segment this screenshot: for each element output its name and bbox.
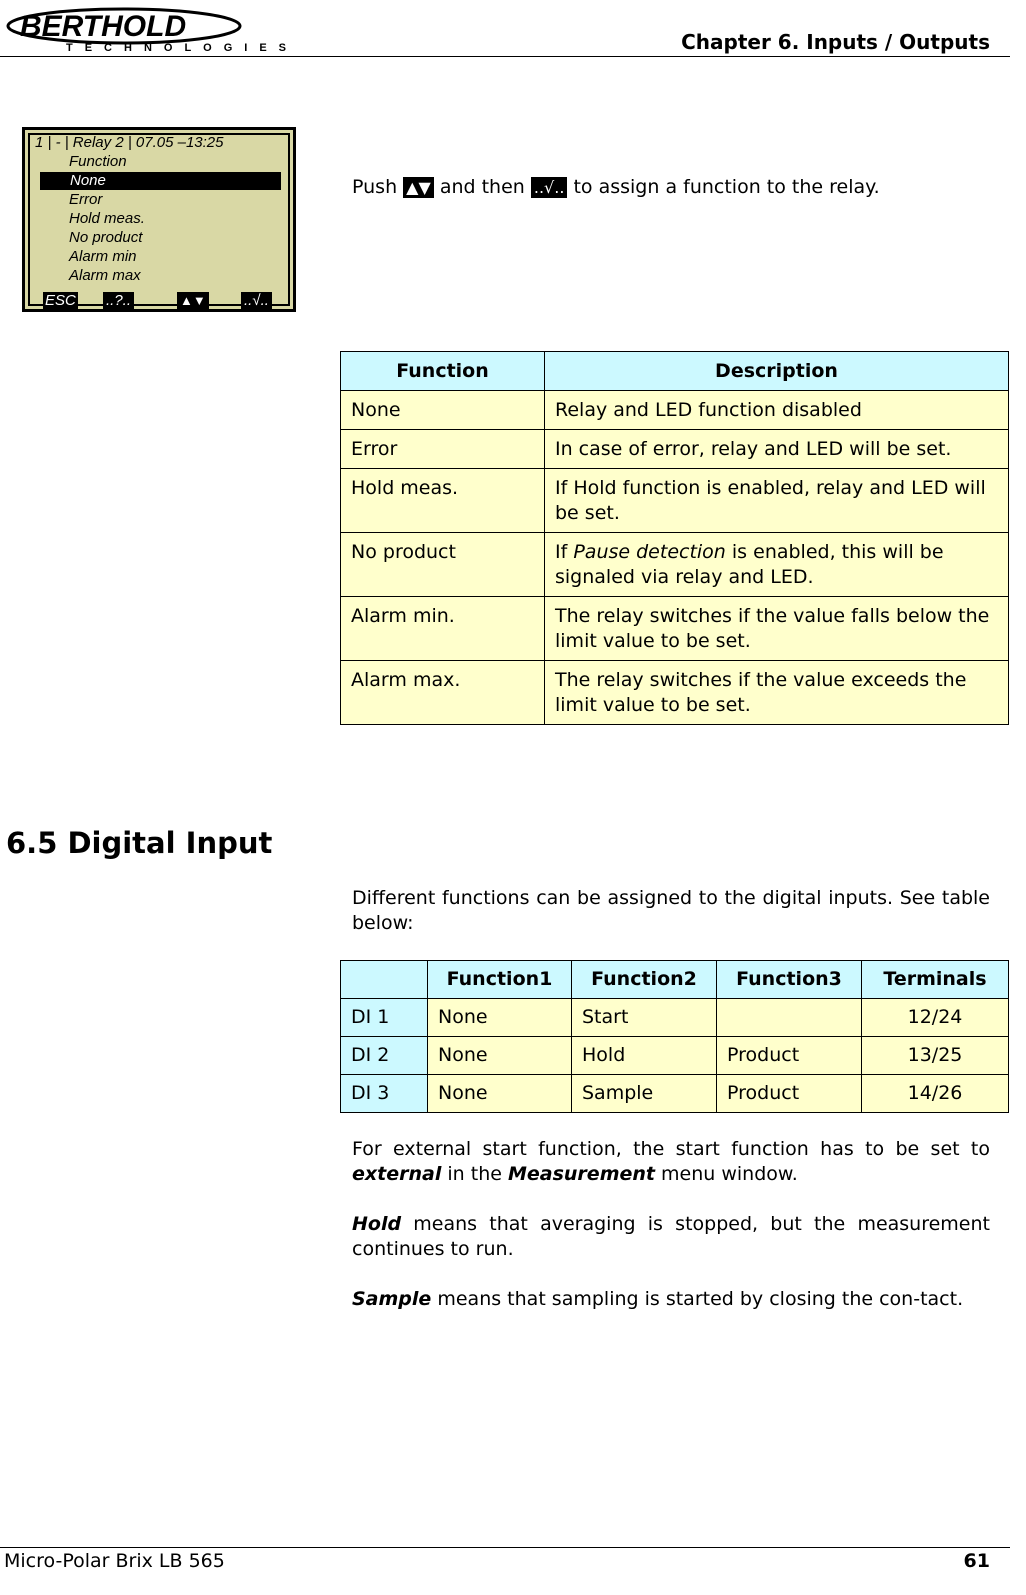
note-emphasis: Sample — [352, 1288, 432, 1310]
table-cell: Sample — [572, 1075, 717, 1113]
note-text: means that sampling is started by closing the con-tact. — [437, 1288, 964, 1310]
table-cell: Hold — [572, 1037, 717, 1075]
lcd-option: No product — [69, 229, 143, 246]
table-cell: In case of error, relay and LED will be set. — [545, 430, 1009, 469]
table-header — [341, 961, 428, 999]
section-intro: Different functions can be assigned to the digital inputs. See table below: — [352, 887, 990, 934]
note-emphasis: Measurement — [507, 1163, 655, 1185]
page-number: 61 — [963, 1550, 990, 1572]
table-cell: DI 1 — [341, 999, 428, 1037]
header-rule — [0, 56, 1010, 57]
table-cell: Hold meas. — [341, 469, 545, 533]
table-cell: 12/24 — [862, 999, 1009, 1037]
table-cell: The relay switches if the value falls below the limit value to be set. — [545, 597, 1009, 661]
lcd-menu-title: Function — [69, 153, 127, 170]
table-cell: None — [428, 1037, 572, 1075]
instruction-text — [352, 176, 880, 198]
table-header: Description — [545, 352, 1009, 391]
note-text: means that averaging is stopped, but the measurement continues to run. — [352, 1213, 990, 1260]
table-cell: No product — [341, 533, 545, 597]
table-row — [341, 533, 1009, 597]
instruction-before: Push — [352, 176, 398, 198]
digital-input-table — [340, 960, 1009, 1113]
table-cell — [717, 999, 862, 1037]
table-row — [341, 597, 1009, 661]
table-row — [341, 430, 1009, 469]
note-text: menu window. — [661, 1163, 798, 1185]
sample-note — [352, 1287, 990, 1312]
table-cell: DI 3 — [341, 1075, 428, 1113]
lcd-softkey-help: ..?.. — [103, 292, 134, 310]
chapter-title: Chapter 6. Inputs / Outputs — [681, 30, 990, 54]
footer-product: Micro-Polar Brix LB 565 — [4, 1550, 225, 1572]
table-cell: None — [428, 1075, 572, 1113]
logo-wordmark: BERTHOLD — [20, 10, 187, 43]
lcd-status-line: 1 | - | Relay 2 | 07.05 –13:25 — [35, 134, 224, 151]
lcd-screen — [22, 127, 296, 312]
desc-post: is enabled, this will be signaled via relay and LED. — [555, 541, 944, 588]
lcd-softkey-updown: ▲▼ — [177, 292, 209, 310]
table-cell: Product — [717, 1075, 862, 1113]
table-row — [341, 469, 1009, 533]
lcd-option-selected: None — [40, 172, 281, 190]
table-cell: None — [428, 999, 572, 1037]
lcd-softkey-esc: ESC — [45, 292, 76, 309]
table-header: Function2 — [572, 961, 717, 999]
table-cell: Relay and LED function disabled — [545, 391, 1009, 430]
lcd-softkey-confirm: ..√.. — [241, 292, 272, 310]
table-row — [341, 661, 1009, 725]
table-row — [341, 1037, 1009, 1075]
table-cell: If Hold function is enabled, relay and LED will be set. — [545, 469, 1009, 533]
table-cell: DI 2 — [341, 1037, 428, 1075]
table-header: Function1 — [428, 961, 572, 999]
relay-function-table — [340, 351, 1009, 725]
table-cell: Error — [341, 430, 545, 469]
section-heading: 6.5 Digital Input — [6, 826, 273, 860]
lcd-option: Error — [69, 191, 103, 208]
table-header-row — [341, 961, 1009, 999]
table-cell: 13/25 — [862, 1037, 1009, 1075]
lcd-option: Hold meas. — [69, 210, 145, 227]
lcd-option: Alarm max — [69, 267, 141, 284]
table-cell: Alarm min. — [341, 597, 545, 661]
table-header: Function3 — [717, 961, 862, 999]
table-cell: Alarm max. — [341, 661, 545, 725]
table-row — [341, 1075, 1009, 1113]
lcd-option: Alarm min — [69, 248, 137, 265]
table-cell: None — [341, 391, 545, 430]
footer-rule — [0, 1547, 1010, 1548]
table-header: Function — [341, 352, 545, 391]
table-cell: 14/26 — [862, 1075, 1009, 1113]
table-cell: The relay switches if the value exceeds the limit value to be set. — [545, 661, 1009, 725]
instruction-after: to assign a function to the relay. — [573, 176, 880, 198]
table-header-row — [341, 352, 1009, 391]
table-cell — [545, 533, 1009, 597]
table-header: Terminals — [862, 961, 1009, 999]
confirm-key-icon: ..√.. — [531, 177, 568, 198]
note-text: For external start function, the start function has to be set to — [352, 1138, 990, 1160]
hold-note — [352, 1212, 990, 1262]
desc-pre: If — [555, 541, 568, 563]
desc-emphasis: Pause detection — [573, 541, 726, 563]
updown-key-icon: ▲▼ — [403, 177, 434, 198]
berthold-logo — [4, 4, 304, 60]
external-start-note — [352, 1137, 990, 1187]
table-row — [341, 391, 1009, 430]
logo-subline: TECHNOLOGIES — [66, 42, 299, 54]
table-row — [341, 999, 1009, 1037]
note-emphasis: external — [352, 1163, 442, 1185]
note-emphasis: Hold — [352, 1213, 402, 1235]
table-cell: Start — [572, 999, 717, 1037]
note-text: in the — [447, 1163, 502, 1185]
table-cell: Product — [717, 1037, 862, 1075]
instruction-middle: and then — [439, 176, 525, 198]
